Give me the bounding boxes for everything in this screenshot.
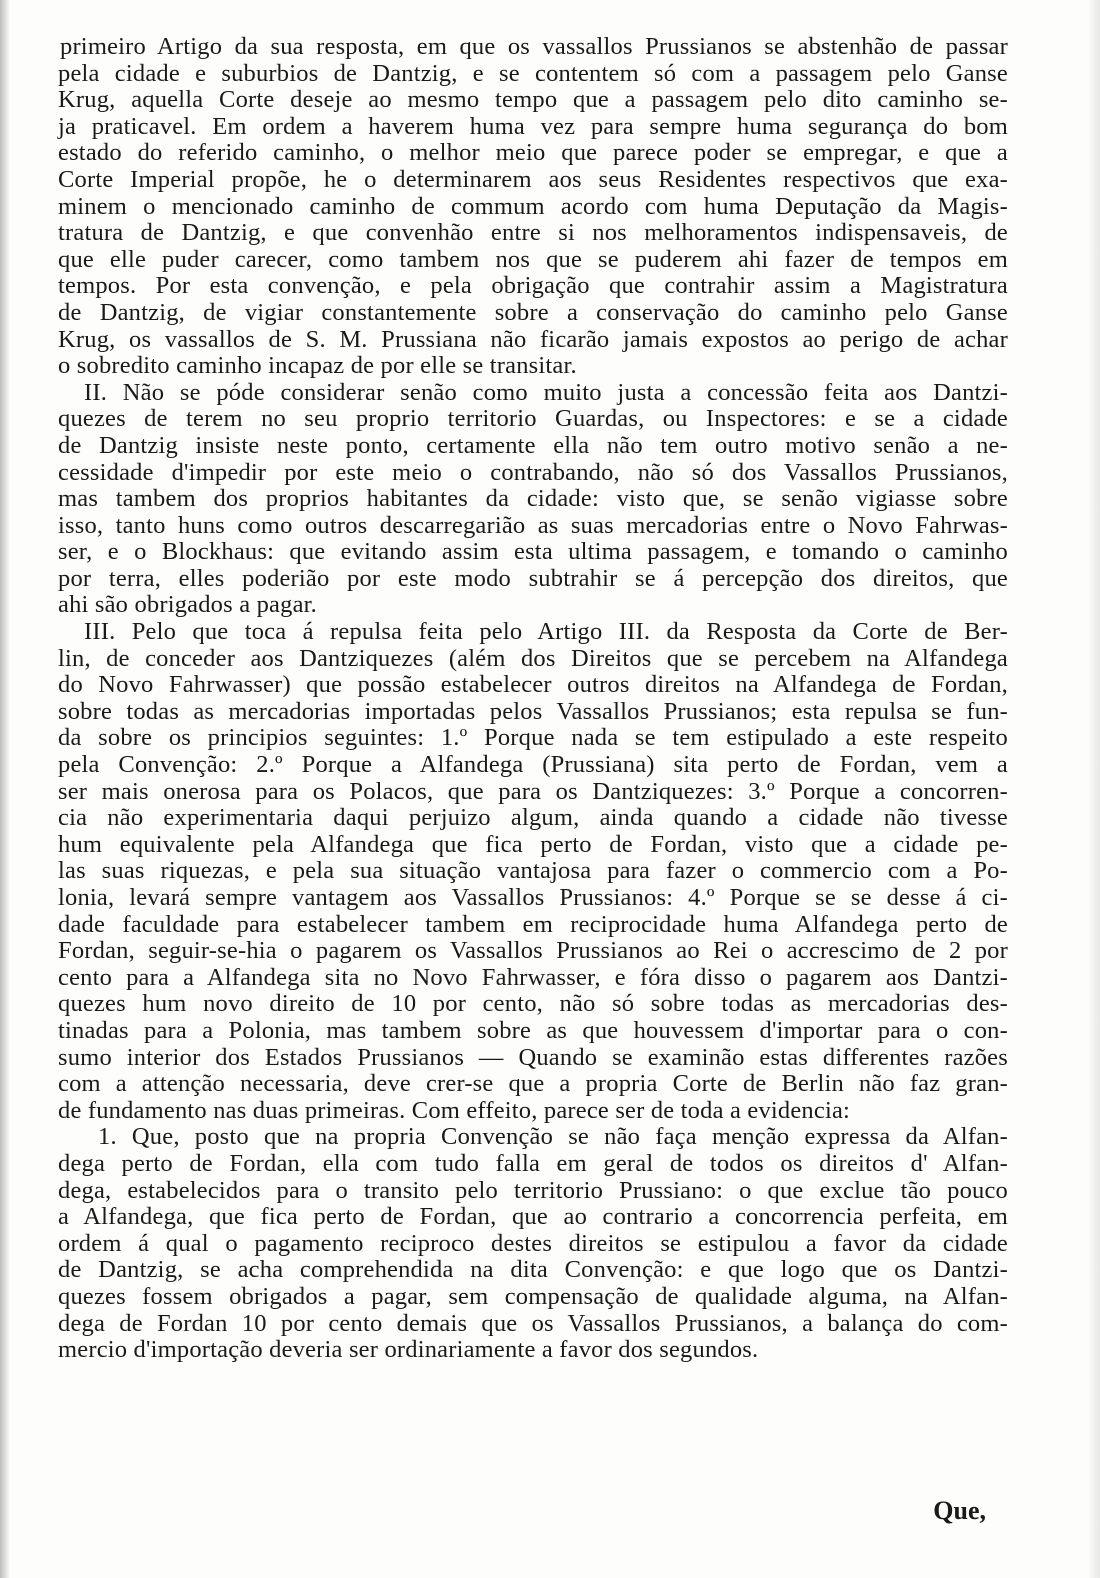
text-line: Krug, os vassallos de S. M. Prussiana não ficarão jamais expostos ao perigo de achar <box>58 325 1008 353</box>
text-line: mercio d'importação deveria ser ordinariamente a favor dos segundos. <box>58 1336 759 1364</box>
text-line: las suas riquezas, e pela sua situação vantajosa para fazer o commercio com a Po- <box>58 857 1008 885</box>
text-line: II. Não se póde considerar senão como muito justa a concessão feita aos Dantzi- <box>84 378 1008 406</box>
text-line: pela Convenção: 2.º Porque a Alfandega (Prussiana) sita perto de Fordan, vem a <box>58 751 1008 779</box>
text-line: mas tambem dos proprios habitantes da cidade: visto que, se senão vigiasse sobre <box>58 485 1008 513</box>
text-line: de Dantzig, de vigiar constantemente sobre a conservação do caminho pelo Ganse <box>58 298 1008 326</box>
text-line: tratura de Dantzig, e que convenhão entre si nos melhoramentos indispensaveis, de <box>58 219 1008 247</box>
text-line: da sobre os principios seguintes: 1.º Porque nada se tem estipulado a este respeito <box>58 724 1008 752</box>
text-line: dega de Fordan 10 por cento demais que os Vassallos Prussianos, a balança do com- <box>58 1309 1008 1337</box>
text-line: lonia, levará sempre vantagem aos Vassallos Prussianos: 4.º Porque se se desse á ci- <box>58 884 1008 911</box>
text-line: de Dantzig, se acha comprehendida na dita Convenção: e que logo que os Dantzi- <box>58 1256 1008 1284</box>
text-line: ordem á qual o pagamento reciproco destes direitos se estipulou a favor da cidade <box>58 1229 1008 1257</box>
text-line: de fundamento nas duas primeiras. Com effeito, parece ser de toda a evidencia: <box>58 1096 851 1124</box>
text-line: com a attenção necessaria, deve crer-se que a propria Corte de Berlin não faz gran- <box>58 1070 1008 1098</box>
text-line: lin, de conceder aos Dantziquezes (além dos Direitos que se percebem na Alfandega <box>58 644 1008 672</box>
text-line: minem o mencionado caminho de commum acordo com huma Deputação da Magis- <box>58 192 1008 220</box>
text-line: cessidade d'impedir por este meio o contrabando, não só dos Vassallos Prussianos, <box>58 458 1008 486</box>
text-line: isso, tanto huns como outros descarregarião as suas mercadorias entre o Novo Fahrwas- <box>58 511 1008 539</box>
text-line: cento para a Alfandega sita no Novo Fahrwasser, e fóra disso o pagarem aos Dantzi- <box>58 963 1008 991</box>
text-line: quezes de terem no seu proprio territorio Guardas, ou Inspectores: e se a cidade <box>58 405 1008 433</box>
text-line: 1. Que, posto que na propria Convenção se não faça menção expressa da Alfan- <box>98 1123 1008 1151</box>
text-line: tempos. Por esta convenção, e pela obrigação que contrahir assim a Magistratura <box>58 272 1008 300</box>
text-line: estado do referido caminho, o melhor meio que parece poder se empregar, e que a <box>58 139 1008 167</box>
text-line: quezes fossem obrigados a pagar, sem compensação de qualidade alguma, na Alfan- <box>58 1282 1008 1310</box>
text-line: dega perto de Fordan, ella com tudo falla em geral de todos os direitos d' Alfan- <box>58 1149 1008 1177</box>
text-line: ser mais onerosa para os Polacos, que para os Dantziquezes: 3.º Porque a concorren- <box>58 777 1008 805</box>
text-line: pela cidade e suburbios de Dantzig, e se contentem só com a passagem pelo Ganse <box>58 59 1008 87</box>
text-line: de Dantzig insiste neste ponto, certamente ella não tem outro motivo senão a ne- <box>58 431 1008 459</box>
text-line: do Novo Fahrwasser) que possão estabelecer outros direitos na Alfandega de Fordan, <box>58 671 1008 699</box>
text-line: ja praticavel. Em ordem a haverem huma vez para sempre huma segurança do bom <box>58 112 1008 140</box>
text-line: dade faculdade para estabelecer tambem em reciprocidade huma Alfandega perto de <box>58 910 1008 938</box>
text-line: o sobredito caminho incapaz de por elle se transitar. <box>58 352 577 380</box>
text-line: primeiro Artigo da sua resposta, em que os vassallos Prussianos se abstenhão de passar <box>60 33 1008 60</box>
text-line: que elle puder carecer, como tambem nos que se puderem ahi fazer de tempos em <box>58 245 1008 273</box>
text-line: hum equivalente pela Alfandega que fica perto de Fordan, visto que a cidade pe- <box>58 830 1008 858</box>
text-line: Corte Imperial propõe, he o determinarem aos seus Residentes respectivos que exa- <box>58 165 1008 193</box>
text-line: Fordan, seguir-se-hia o pagarem os Vassallos Prussianos ao Rei o accrescimo de 2 por <box>58 937 1008 965</box>
body-text <box>58 34 1008 1364</box>
text-line: quezes hum novo direito de 10 por cento, não só sobre todas as mercadorias des- <box>58 990 1008 1018</box>
text-line: sumo interior dos Estados Prussianos — Quando se examinão estas differentes razões <box>58 1043 1008 1071</box>
text-line: Krug, aquella Corte deseje ao mesmo tempo que a passagem pelo dito caminho se- <box>58 86 1008 114</box>
text-line: a Alfandega, que fica perto de Fordan, que ao contrario a concorrencia perfeita, em <box>58 1203 1008 1231</box>
text-line: cia não experimentaria daqui perjuizo algum, ainda quando a cidade não tivesse <box>58 804 1008 832</box>
catchword: Que, <box>933 1496 986 1525</box>
text-line: tinadas para a Polonia, mas tambem sobre as que houvessem d'importar para o con- <box>58 1016 1008 1044</box>
text-line: III. Pelo que toca á repulsa feita pelo Artigo III. da Resposta da Corte de Ber- <box>84 618 1008 646</box>
text-line: ser, e o Blockhaus: que evitando assim esta ultima passagem, e tomando o caminho <box>58 538 1008 566</box>
page-edge-shadow <box>1088 0 1100 1578</box>
text-line: sobre todas as mercadorias importadas pelos Vassallos Prussianos; esta repulsa se fun- <box>58 697 1008 725</box>
text-line: por terra, elles poderião por este modo subtrahir se á percepção dos direitos, que <box>58 564 1008 592</box>
text-line: ahi são obrigados a pagar. <box>58 591 317 619</box>
text-line: dega, estabelecidos para o transito pelo territorio Prussiano: o que exclue tão pouco <box>58 1176 1008 1204</box>
